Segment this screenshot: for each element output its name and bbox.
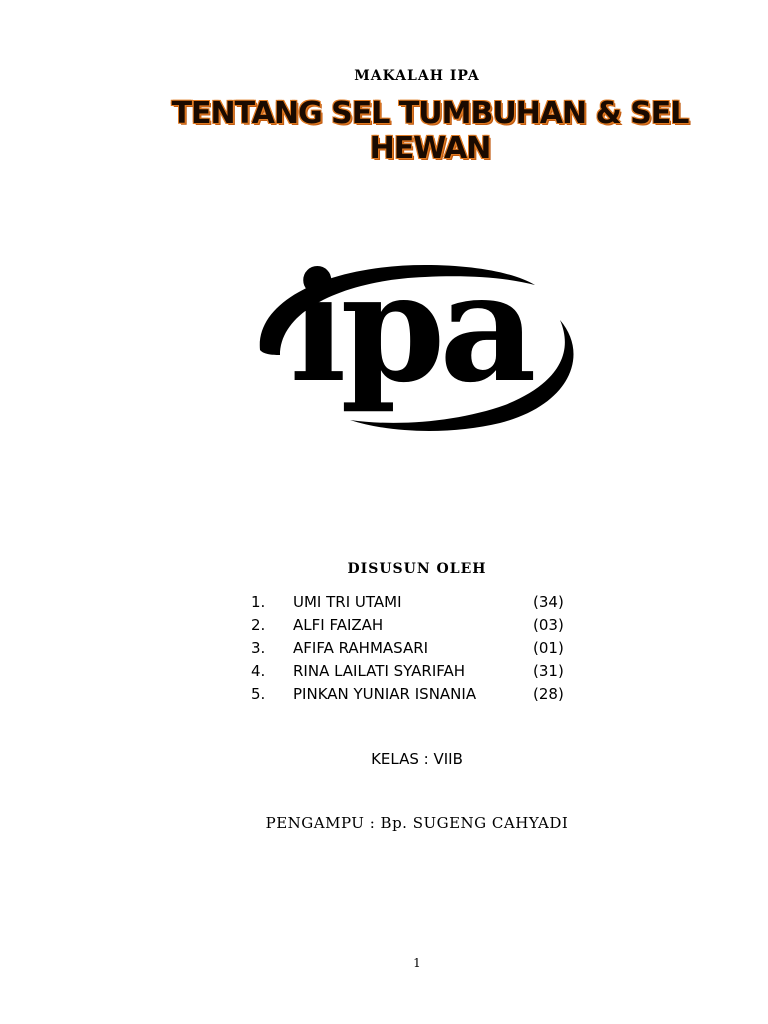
page-number: 1 [413, 956, 421, 970]
author-id: (03) [533, 615, 564, 634]
ipa-logo [250, 255, 590, 445]
list-item [245, 682, 585, 705]
author-id: (34) [533, 592, 564, 611]
author-number: 2. [251, 615, 266, 634]
author-number: 1. [251, 592, 266, 611]
list-item [245, 613, 585, 636]
authors-heading: DISUSUN OLEH [347, 561, 487, 577]
author-name: PINKAN YUNIAR ISNANIA [293, 684, 477, 703]
logo-text: ipa [289, 255, 531, 416]
author-id: (01) [533, 638, 564, 657]
author-number: 5. [251, 684, 266, 703]
author-id: (31) [533, 661, 564, 680]
author-number: 4. [251, 661, 266, 680]
author-name: ALFI FAIZAH [293, 615, 384, 634]
author-number: 3. [251, 638, 266, 657]
author-name: AFIFA RAHMASARI [293, 638, 429, 657]
class-info: KELAS : VIIB [371, 750, 463, 768]
author-list [245, 590, 585, 705]
list-item [245, 659, 585, 682]
author-name: UMI TRI UTAMI [293, 592, 402, 611]
author-name: RINA LAILATI SYARIFAH [293, 661, 466, 680]
author-id: (28) [533, 684, 564, 703]
document-label: MAKALAH IPA [354, 68, 480, 84]
list-item [245, 590, 585, 613]
document-title: TENTANG SEL TUMBUHAN & SEL HEWAN [171, 96, 689, 166]
teacher-info: PENGAMPU : Bp. SUGENG CAHYADI [265, 814, 569, 832]
list-item [245, 636, 585, 659]
